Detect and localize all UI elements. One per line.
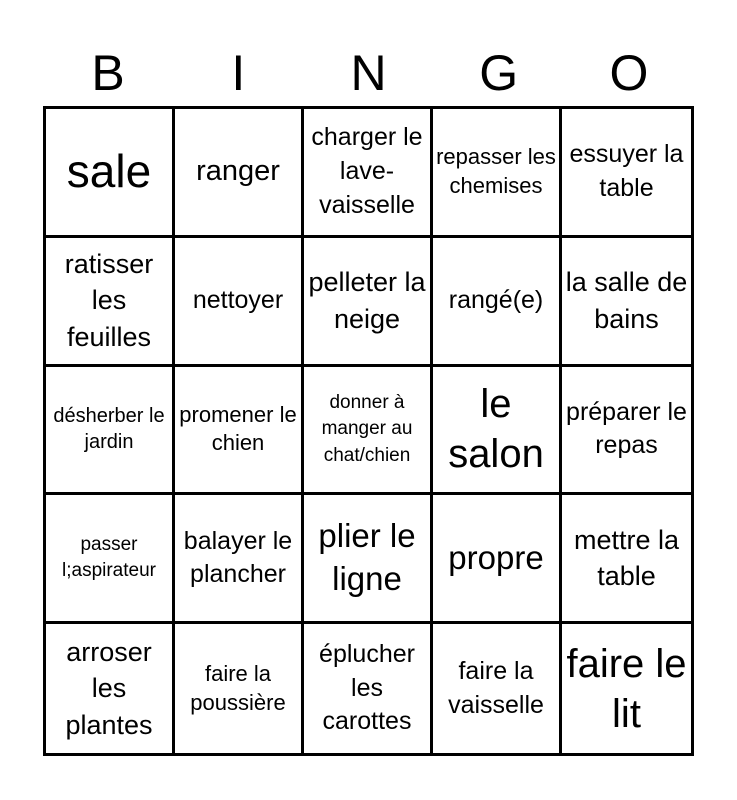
bingo-cell[interactable]: pelleter la neige: [304, 238, 433, 367]
header-letter-o: O: [609, 45, 649, 101]
bingo-cell[interactable]: ranger: [175, 109, 304, 238]
bingo-cell[interactable]: le salon: [433, 367, 562, 496]
bingo-cell[interactable]: la salle de bains: [562, 238, 691, 367]
bingo-cell[interactable]: arroser les plantes: [46, 624, 175, 753]
bingo-cell[interactable]: rangé(e): [433, 238, 562, 367]
bingo-cell[interactable]: sale: [46, 109, 175, 238]
header-letter-b: B: [91, 45, 125, 101]
bingo-cell[interactable]: faire la vaisselle: [433, 624, 562, 753]
bingo-cell[interactable]: ratisser les feuilles: [46, 238, 175, 367]
header-letter-n: N: [350, 45, 387, 101]
bingo-cell[interactable]: repasser les chemises: [433, 109, 562, 238]
bingo-grid: [43, 106, 694, 756]
bingo-cell[interactable]: charger le lave-vaisselle: [304, 109, 433, 238]
bingo-cell[interactable]: préparer le repas: [562, 367, 691, 496]
bingo-cell[interactable]: nettoyer: [175, 238, 304, 367]
header-letter-i: I: [231, 45, 246, 101]
bingo-cell[interactable]: éplucher les carottes: [304, 624, 433, 753]
bingo-cell[interactable]: plier le ligne: [304, 495, 433, 624]
bingo-cell[interactable]: mettre la table: [562, 495, 691, 624]
bingo-cell[interactable]: donner à manger au chat/chien: [304, 367, 433, 496]
bingo-cell[interactable]: propre: [433, 495, 562, 624]
header-letter-g: G: [479, 45, 519, 101]
bingo-cell[interactable]: faire le lit: [566, 641, 687, 736]
bingo-cell[interactable]: essuyer la table: [562, 109, 691, 238]
bingo-cell[interactable]: promener le chien: [175, 367, 304, 496]
bingo-header: [43, 40, 694, 106]
bingo-cell[interactable]: faire la poussière: [175, 624, 304, 753]
bingo-cell[interactable]: balayer le plancher: [175, 495, 304, 624]
bingo-cell[interactable]: passer l;aspirateur: [46, 495, 175, 624]
bingo-cell[interactable]: désherber le jardin: [46, 367, 175, 496]
